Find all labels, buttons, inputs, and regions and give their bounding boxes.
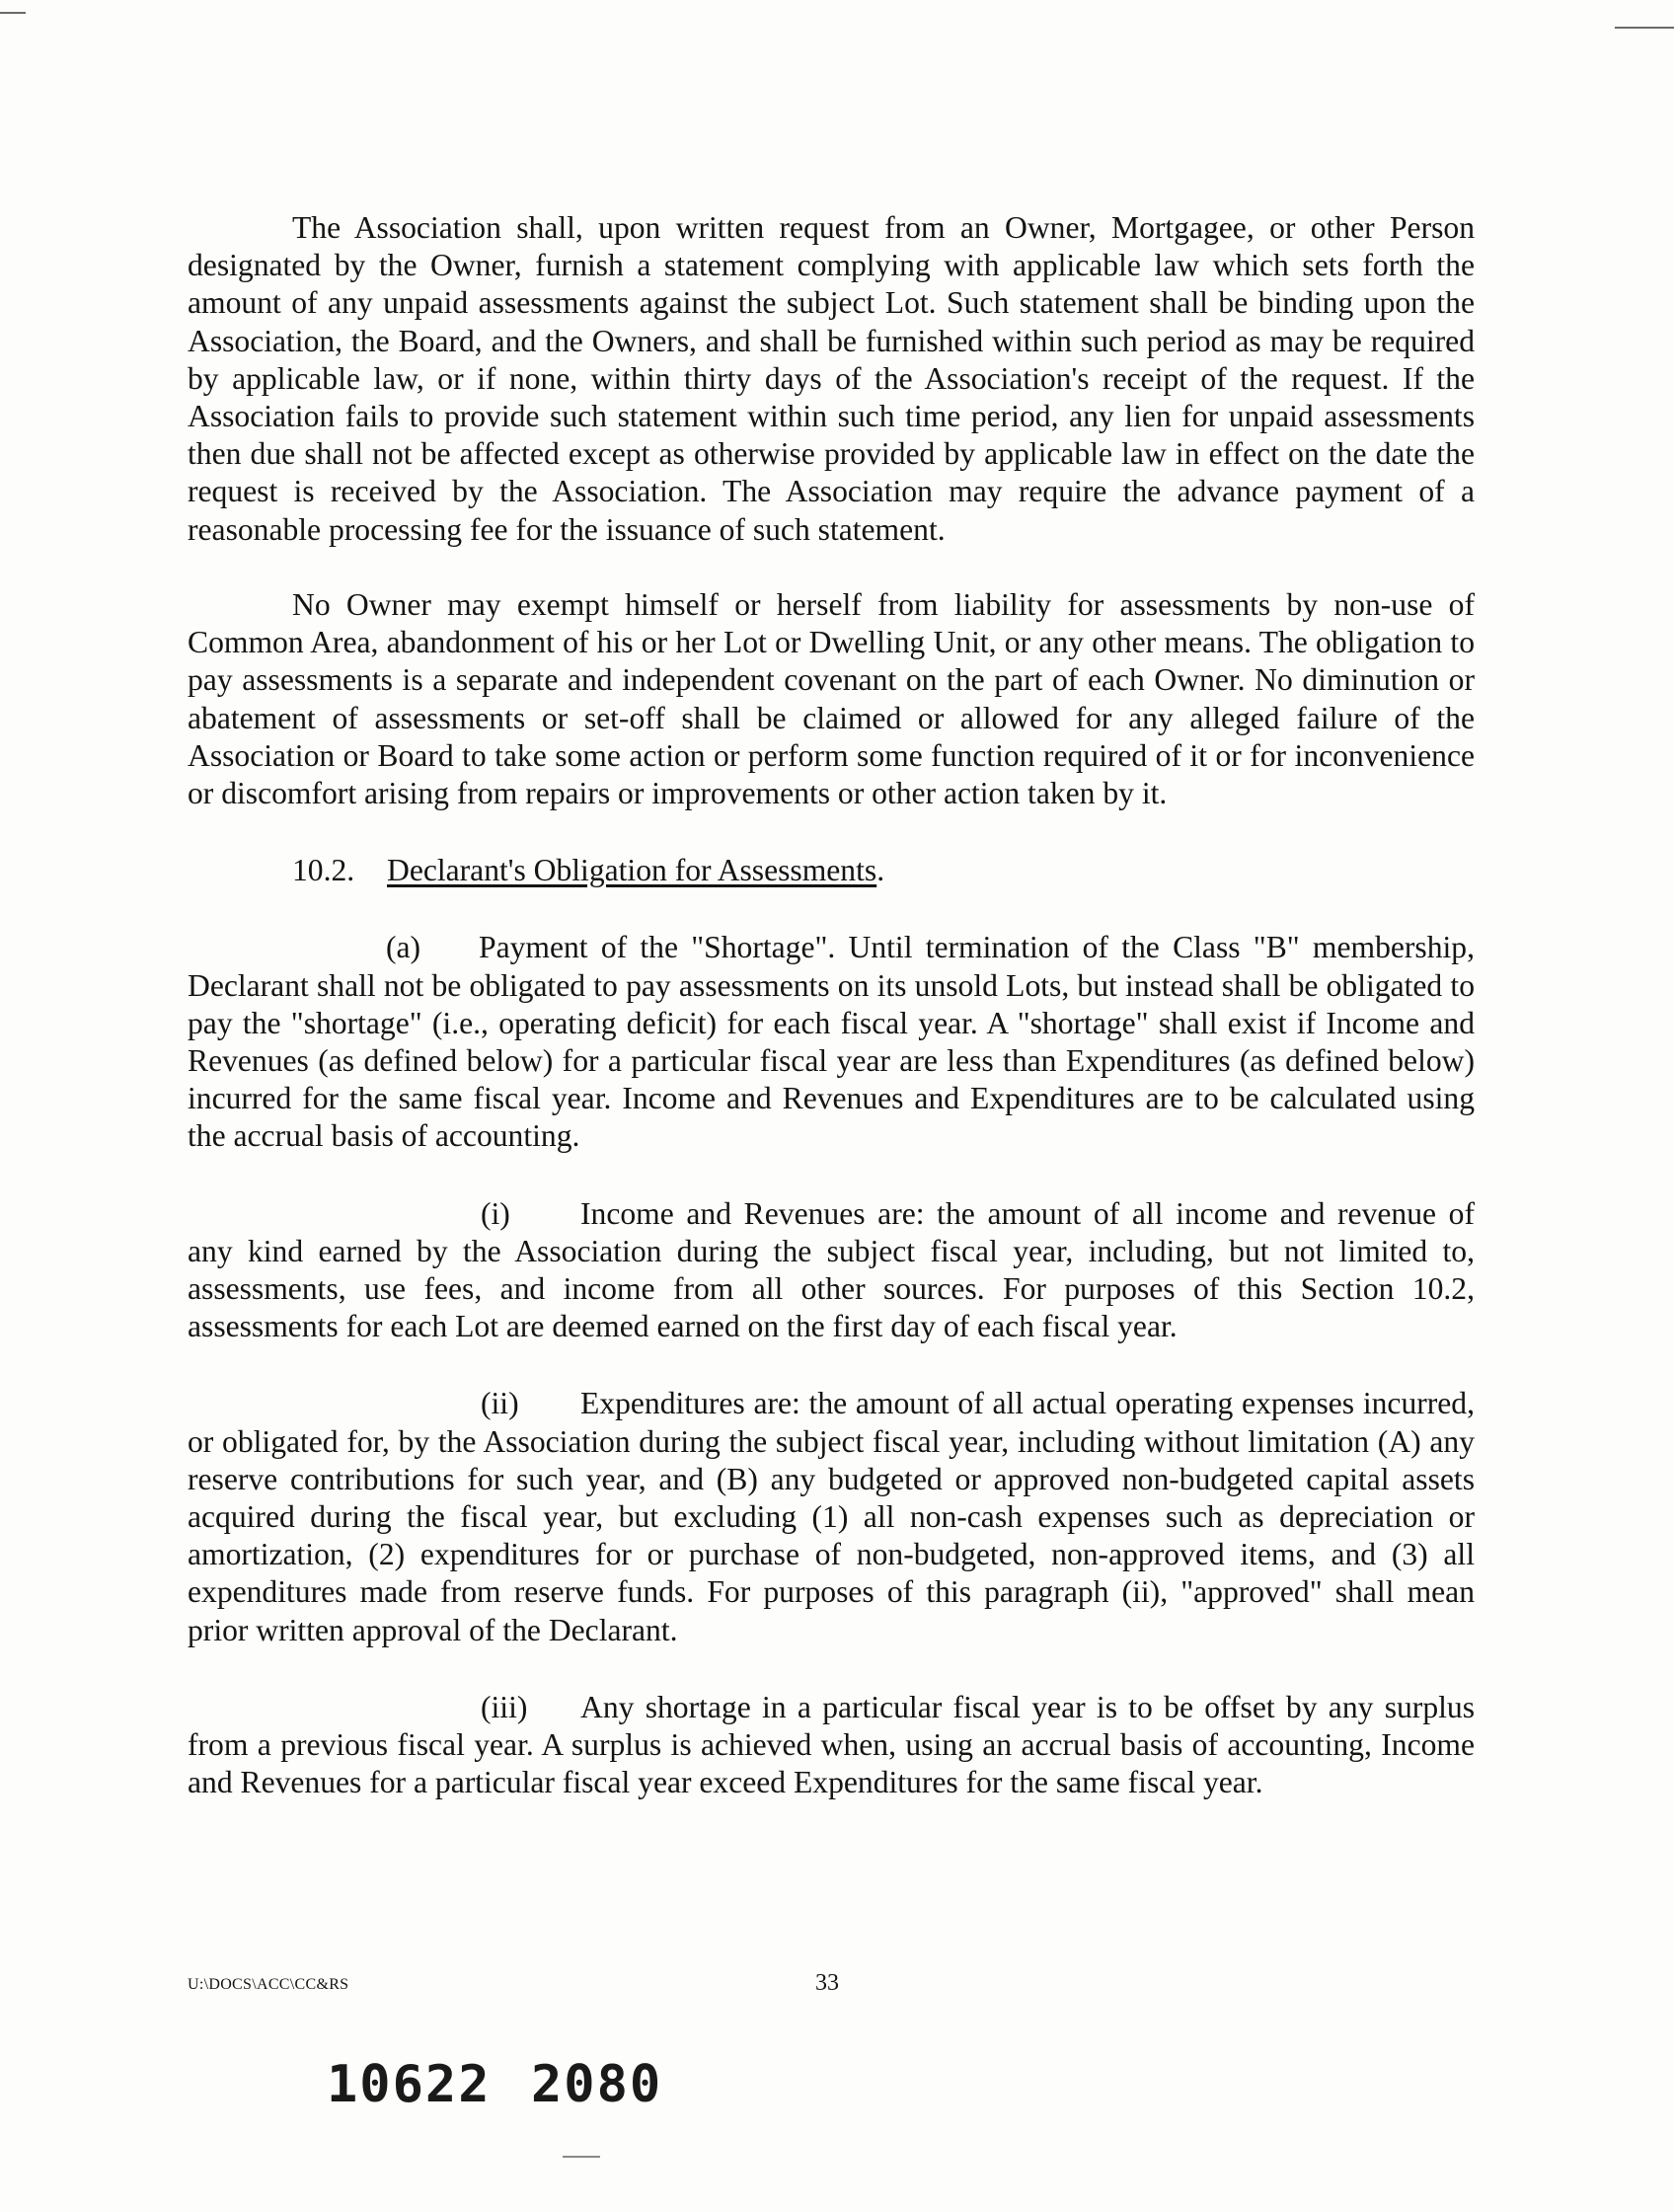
scan-edge-mark: [0, 12, 26, 14]
item-iii-text: Any shortage in a particular fiscal year is to be offset by any surplus from a previous fiscal year. A surplus is achieved when, using an accrual basis of accounting, Income and Revenues for a particular fiscal year exceed Expenditures for the same fiscal year.: [188, 1689, 1475, 1800]
section-heading: [188, 852, 1475, 889]
subsection-a-label: (a): [386, 930, 421, 965]
section-number: 10.2.: [292, 853, 355, 888]
subsection-a: [188, 929, 1475, 1155]
subsection-a-text: Payment of the "Shortage". Until termination of the Class "B" membership, Declarant shall not be obligated to pay assessments on its unsold Lots, but instead shall be obligated to pay the "shortage" (i.e., operating deficit) for each fiscal year. A "shortage" shall exist if Income and Revenues (as defined below) for a particular fiscal year are less than Expenditures (as defined below) incurred for the same fiscal year. Income and Revenues and Expenditures are to be calculated using the accrual basis of accounting.: [188, 930, 1475, 1154]
item-i: [188, 1195, 1475, 1346]
section-title-period: .: [876, 853, 885, 888]
section-title: Declarant's Obligation for Assessments: [387, 853, 877, 888]
item-i-label: (i): [481, 1195, 510, 1231]
footer-page-number: 33: [815, 1970, 839, 1996]
scan-edge-mark: [1615, 27, 1674, 29]
recording-stamp-book: 10622: [327, 2055, 492, 2114]
item-iii-label: (iii): [481, 1689, 528, 1724]
paragraph-no-exemption: No Owner may exempt himself or herself from liability for assessments by non-use of Common Area, abandonment of his or her Lot or Dwelling Unit, or any other means. The obligation to pay assessments is a separate and independent covenant on the part of each Owner. No diminution or abatement of assessments or set-off shall be claimed or allowed for any alleged failure of the Association or Board to take some action or perform some function required of it or for inconvenience or discomfort arising from repairs or improvements or other action taken by it.: [188, 587, 1475, 811]
item-ii-label: (ii): [481, 1386, 519, 1421]
paragraph-statement-of-assessments: The Association shall, upon written request from an Owner, Mortgagee, or other Person designated by the Owner, furnish a statement complying with applicable law which sets forth the amount of any unpaid assessments against the subject Lot. Such statement shall be binding upon the Association, the Board, and the Owners, and shall be furnished within such period as may be required by applicable law, or if none, within thirty days of the Association's receipt of the request. If the Association fails to provide such statement within such time period, any lien for unpaid assessments then due shall not be affected except as otherwise provided by applicable law in effect on the date the request is received by the Association. The Association may require the advance payment of a reasonable processing fee for the issuance of such statement.: [188, 210, 1475, 547]
document-body: [188, 209, 1475, 1802]
item-ii-text: Expenditures are: the amount of all actual operating expenses incurred, or obligated for, by the Association during the subject fiscal year, including without limitation (A) any reserve contributions for such year, and (B) any budgeted or approved non-budgeted capital assets acquired during the fiscal year, but excluding (1) all non-cash expenses such as depreciation or amortization, (2) expenditures for or purchase of non-budgeted, non-approved items, and (3) all expenditures made from reserve funds. For purposes of this paragraph (ii), "approved" shall mean prior written approval of the Declarant.: [188, 1386, 1475, 1647]
item-iii: [188, 1689, 1475, 1802]
scan-smudge: [563, 2156, 600, 2158]
item-ii: [188, 1385, 1475, 1648]
footer-file-path: U:\DOCS\ACC\CC&RS: [188, 1976, 349, 1993]
recording-stamp-page: 2080: [531, 2055, 663, 2114]
item-i-text: Income and Revenues are: the amount of all income and revenue of any kind earned by the Association during the subject fiscal year, including, but not limited to, assessments, use fees, and income from all other sources. For purposes of this Section 10.2, assessments for each Lot are deemed earned on the first day of each fiscal year.: [188, 1195, 1475, 1344]
